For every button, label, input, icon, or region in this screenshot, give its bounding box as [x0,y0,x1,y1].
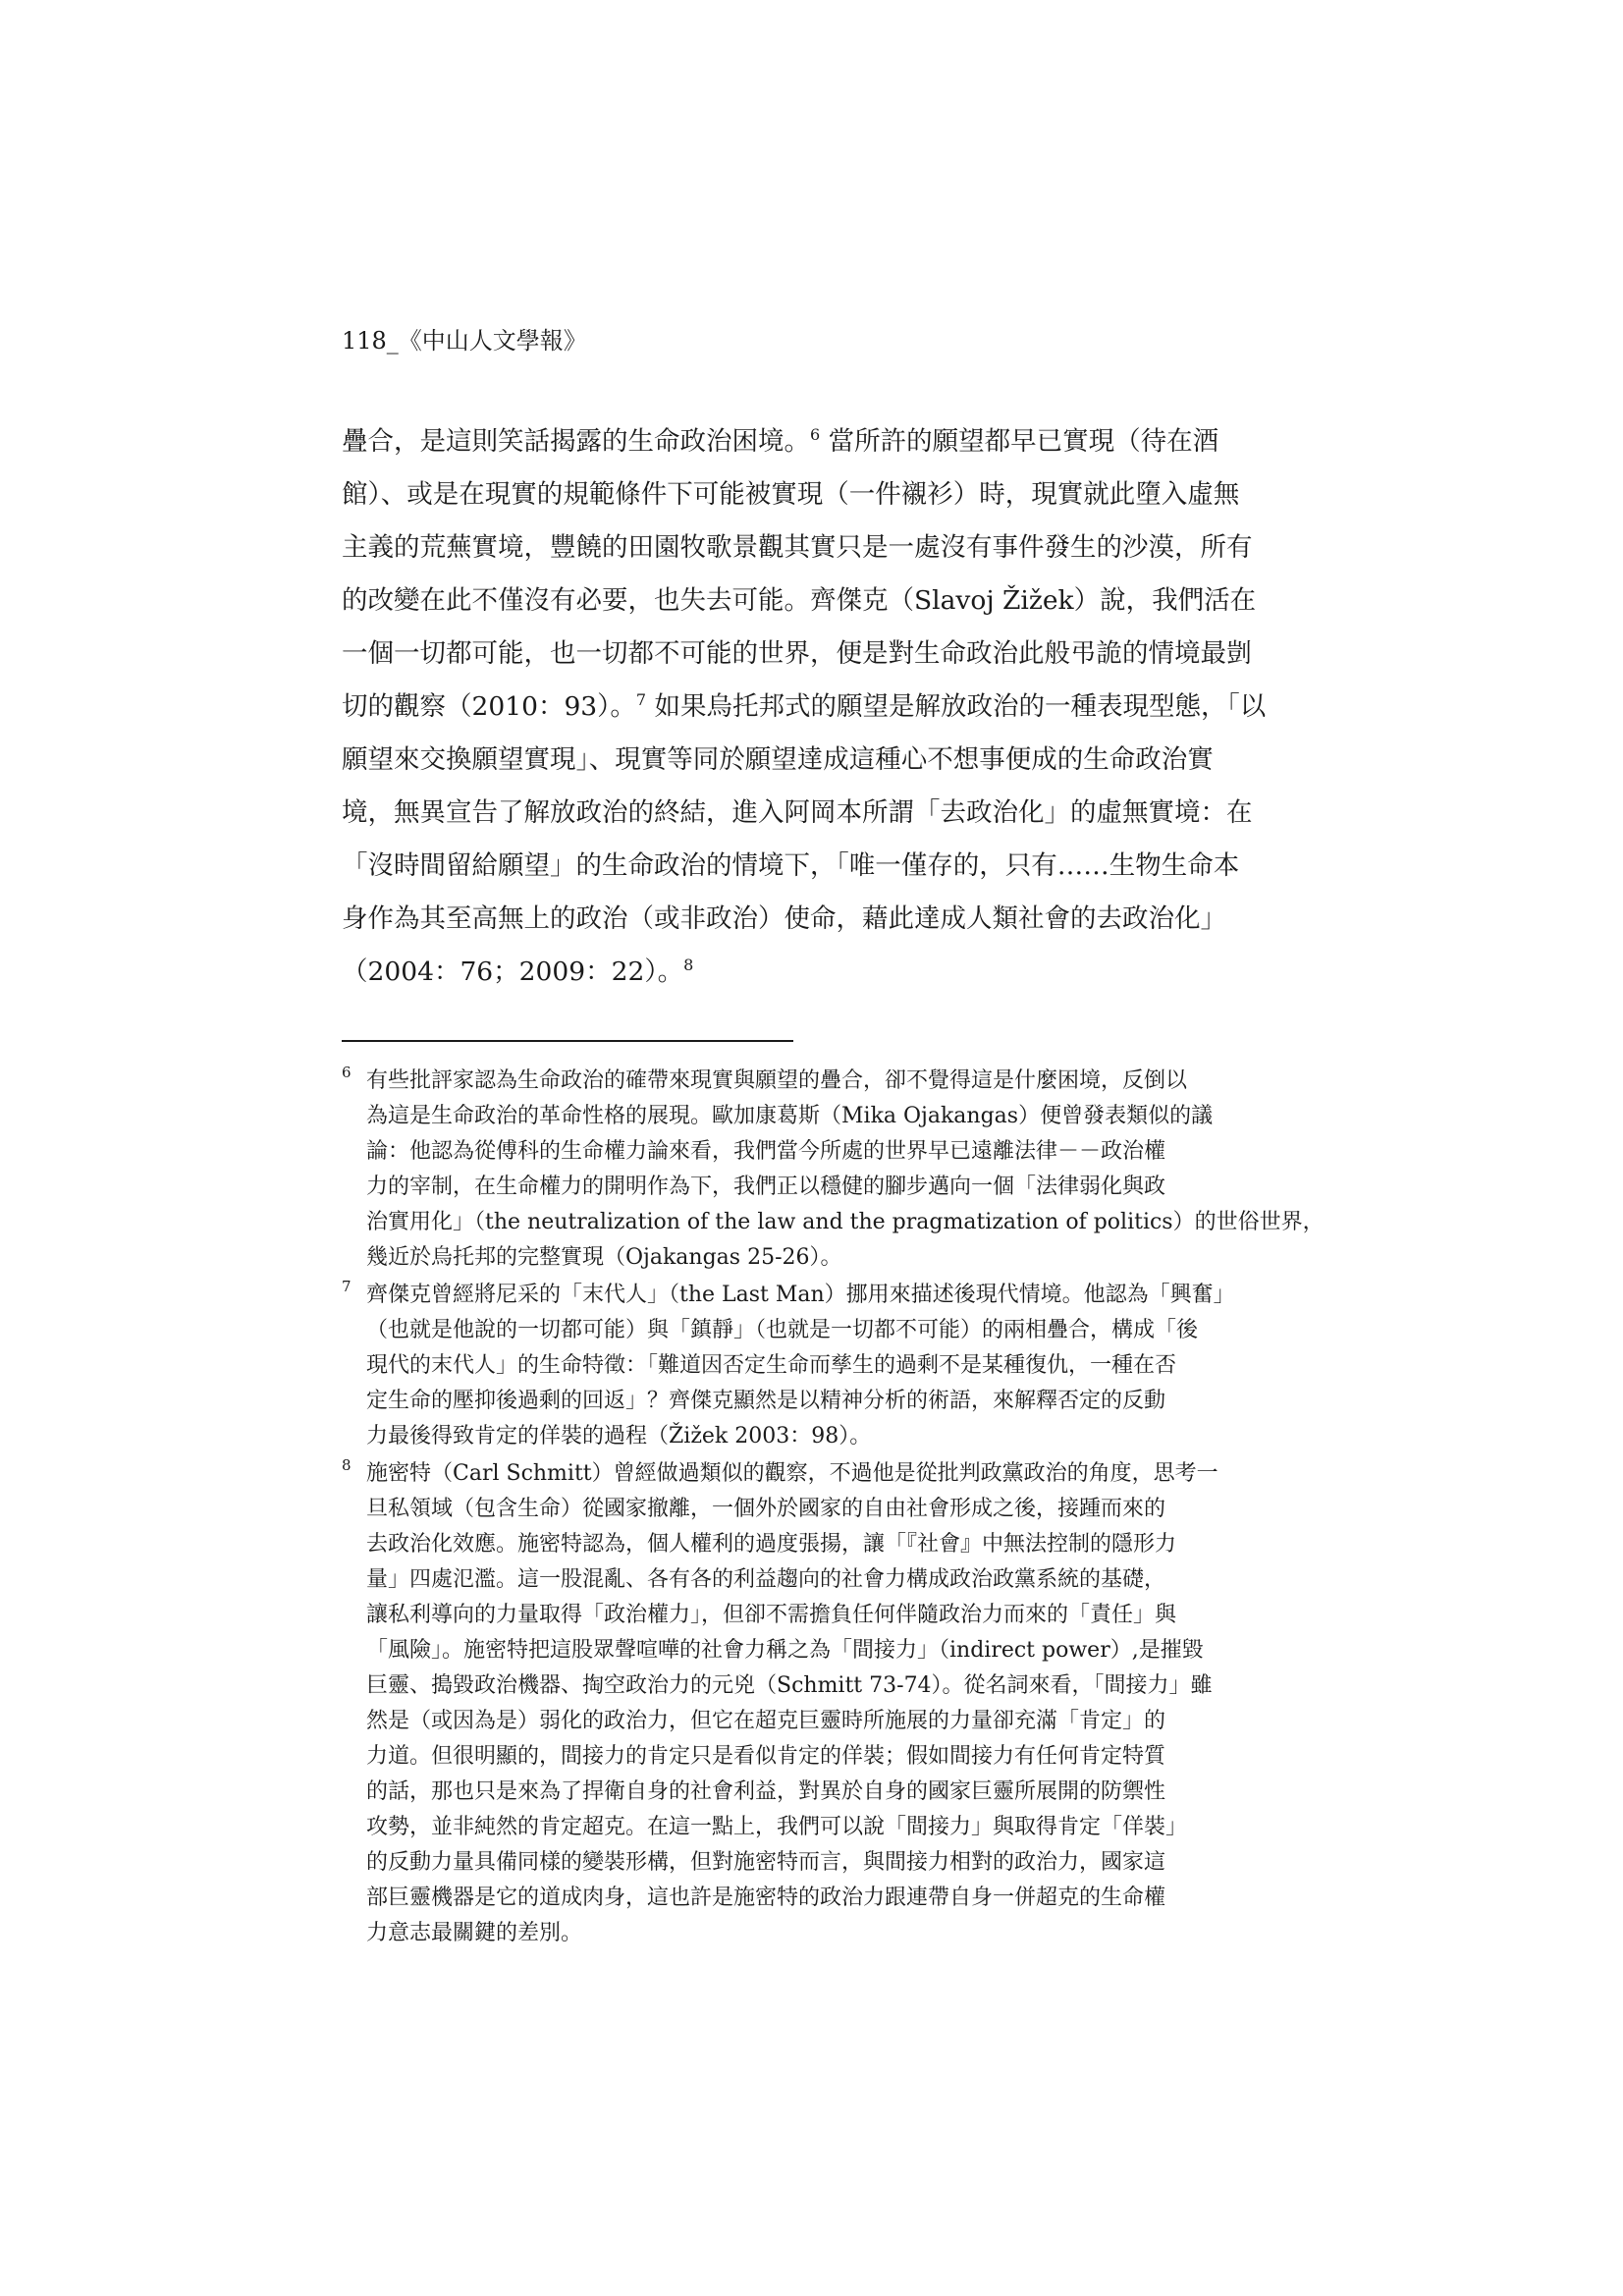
footnote-line: 治實用化」（the neutralization of the law and the pragmatization of politics）的世俗世界， [366,1210,1325,1234]
body-text-segment: 一個一切都可能，也一切都不可能的世界，便是對生命政治此般弔詭的情境最剴 [342,638,1253,669]
footnote-number: 6 [342,1064,352,1081]
footnote-marker[interactable]: 6 [810,425,821,445]
footnotes [342,1064,1325,1953]
body-text-segment: 如果烏托邦式的願望是解放政治的一種表現型態，「以 [646,691,1267,722]
footnote-number: 7 [342,1278,352,1295]
footnote [342,1456,1298,1951]
footnote-line: 部巨靈機器是它的道成肉身，這也許是施密特的政治力跟連帶自身一併超克的生命權 [366,1886,1166,1910]
footnote-line: 力的宰制，在生命權力的開明作為下，我們正以穩健的腳步邁向一個「法律弱化與政 [366,1175,1166,1199]
body-text-segment: 切的觀察（2010：93）。 [342,691,636,722]
running-head: 118_《中山人文學報》 [342,327,587,355]
body-line [342,893,1298,946]
footnote-line: 旦私領域（包含生命）從國家撤離，一個外於國家的自由社會形成之後，接踵而來的 [366,1497,1166,1521]
body-line [342,787,1298,840]
body-text-segment: 館）、或是在現實的規範條件下可能被實現（一件襯衫）時，現實就此墮入虛無 [342,479,1240,510]
body-line [342,521,1298,574]
footnote-line: 然是（或因為是）弱化的政治力，但它在超克巨靈時所施展的力量卻充滿「肯定」的 [366,1709,1166,1733]
body-text-segment: 主義的荒蕪實境，豐饒的田園牧歌景觀其實只是一處沒有事件發生的沙漠，所有 [342,532,1253,563]
body-text-segment: （2004：76；2009：22）。 [342,957,684,987]
footnote-line: 幾近於烏托邦的完整實現（Ojakangas 25-26）。 [366,1245,842,1270]
body-text-segment: 身作為其至高無上的政治（或非政治）使命，藉此達成人類社會的去政治化」 [342,903,1226,934]
footnote-line: 施密特（Carl Schmitt）曾經做過類似的觀察，不過他是從批判政黨政治的角度，思考一 [366,1461,1218,1486]
body-line [342,946,1298,999]
footnote-line: 量」四處氾濫。這一股混亂、各有各的利益趨向的社會力構成政治政黨系統的基礎， [366,1567,1166,1592]
footnote-line: 巨靈、搗毀政治機器、掏空政治力的元兇（Schmitt 73-74）。從名詞來看，「間接力」雖 [366,1673,1213,1698]
footnote-line: 的反動力量具備同樣的變裝形構，但對施密特而言，與間接力相對的政治力，國家這 [366,1850,1166,1875]
body-line [342,468,1298,521]
footnote-line: 「風險」。施密特把這股眾聲喧嘩的社會力稱之為「間接力」（indirect power）,是摧毀 [366,1638,1204,1663]
footnote-line: 現代的末代人」的生命特徵：「難道因否定生命而孳生的過剩不是某種復仇，一種在否 [366,1353,1177,1378]
footnote-line: 定生命的壓抑後過剩的回返」？齊傑克顯然是以精神分析的術語，來解釋否定的反動 [366,1389,1166,1413]
body-line [342,734,1298,787]
footnote-line: 有些批評家認為生命政治的確帶來現實與願望的疊合，卻不覺得這是什麼困境，反倒以 [366,1068,1188,1093]
footnote-number: 8 [342,1456,352,1474]
footnote-marker[interactable]: 7 [635,690,647,710]
footnote-divider [342,1040,793,1042]
footnote-line: 齊傑克曾經將尼采的「末代人」（the Last Man）挪用來描述後現代情境。他認為「興奮」 [366,1283,1235,1307]
footnote [342,1064,1325,1276]
footnote-line: 論：他認為從傅科的生命權力論來看，我們當今所處的世界早已遠離法律－－政治權 [366,1139,1166,1164]
body-text-segment: 願望來交換願望實現」、現實等同於願望達成這種心不想事便成的生命政治實 [342,744,1214,775]
body-text-segment: 疊合，是這則笑話揭露的生命政治困境。 [342,426,810,457]
footnote-line: 攻勢，並非純然的肯定超克。在這一點上，我們可以說「間接力」與取得肯定「佯裝」 [366,1815,1188,1839]
body-text-segment: 「沒時間留給願望」的生命政治的情境下，「唯一僅存的，只有……生物生命本 [342,850,1240,881]
footnote-line: 力道。但很明顯的，間接力的肯定只是看似肯定的佯裝；假如間接力有任何肯定特質 [366,1744,1166,1769]
footnote-line: 力最後得致肯定的佯裝的過程（Žižek 2003：98）。 [366,1424,872,1449]
footnote-line: 為這是生命政治的革命性格的展現。歐加康葛斯（Mika Ojakangas）便曾發表類似的議 [366,1104,1214,1128]
footnote-marker[interactable]: 8 [683,956,694,975]
body-text-segment: 境，無異宣告了解放政治的終結，進入阿岡本所謂「去政治化」的虛無實境：在 [342,797,1253,828]
footnote-line: 讓私利導向的力量取得「政治權力」，但卻不需擔負任何伴隨政治力而來的「責任」與 [366,1603,1177,1627]
footnote-line: 去政治化效應。施密特認為，個人權利的過度張揚，讓「『社會』中無法控制的隱形力 [366,1532,1177,1557]
body-line [342,574,1298,628]
body-line [342,415,1298,468]
footnote [342,1278,1298,1454]
body-line [342,628,1298,681]
body-text-segment: 的改變在此不僅沒有必要，也失去可能。齊傑克（Slavoj Žižek）說，我們活在 [342,585,1257,616]
body-text-segment: 當所許的願望都早已實現（待在酒 [820,426,1219,457]
footnote-line: （也就是他說的一切都可能）與「鎮靜」（也就是一切都不可能）的兩相疊合，構成「後 [366,1318,1199,1342]
body-paragraph [342,415,1298,999]
footnote-line: 力意志最關鍵的差別。 [366,1921,583,1945]
body-line [342,840,1298,893]
body-line [342,681,1298,734]
footnote-line: 的話，那也只是來為了捍衛自身的社會利益，對異於自身的國家巨靈所展開的防禦性 [366,1779,1166,1804]
